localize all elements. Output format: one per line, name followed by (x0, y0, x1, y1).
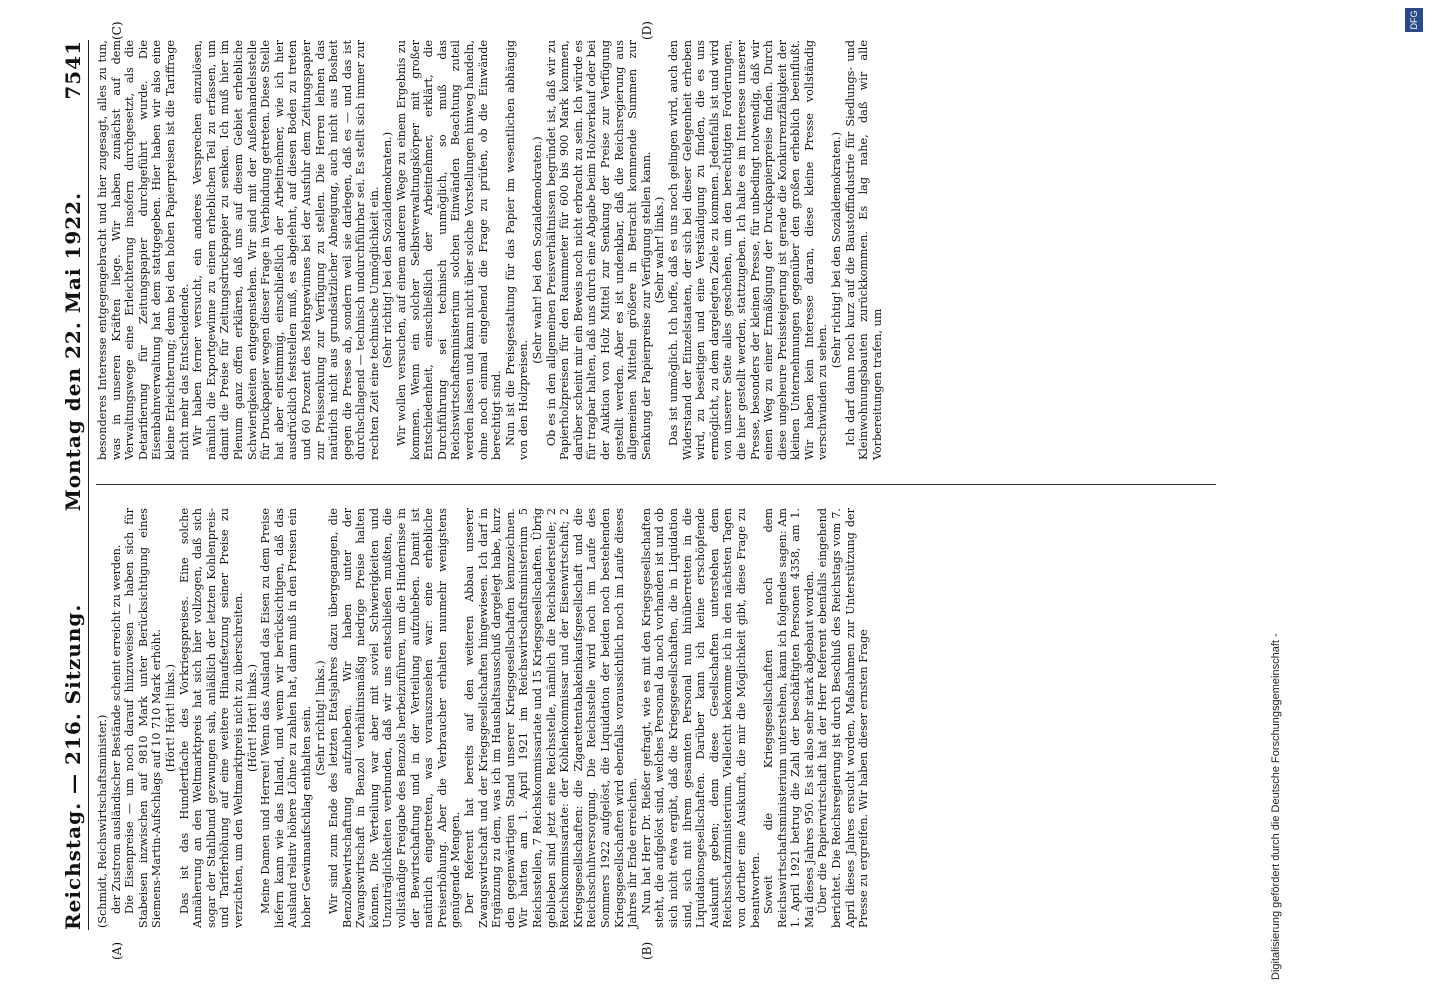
paragraph: Über die Papierwirtschaft hat der Herr Referent ebenfalls eingehend berichtet. Die Reichsregierung ist durch Beschluß des Reichstags vom 7. April dieses Jahres ersucht worden, Maßnahmen zur Unterstützung der Presse zu ergreifen. Wir haben dieser ernsten Frage (816, 508, 871, 928)
digitization-text: Digitalisierung gefördert durch die Deutsche Forschungsgemeinschaft - (1270, 633, 1282, 980)
interjection: (Hört! Hört! links.) (245, 664, 259, 772)
paragraph: Wir haben ferner versucht, ein anderes Versprechen einzulösen, nämlich die Exportgewinne zu einem erheblichen Teil zu erfassen, um damit die Preise für Zeitungsdruckpapier zu senken. Ich muß hier im Plenum ganz offen erklären, daß uns auf diesem Gebiet erhebliche Schwierigkeiten entgegenstehen. Wir sind mit der Außenhandelsstelle für Druckpapier wegen dieser Frage in Verbindung getreten. Diese Stelle hat aber einstimmig, einschließlich der Arbeitnehmer, wie ich hier ausdrücklich feststellen muß, es abgelehnt, auf diesen Boden zu treten und 60 Prozent des Mehrgewinnes bei der Ausfuhr dem Zeitungspapier zur Preissenkung zur Verfügung zu stellen. Die Herren lehnen das natürlich nicht aus grundsätzlicher Abneigung, auch nicht aus Bosheit gegen die Presse ab, sondern weil sie darlegen, daß es — und das ist durchschlagend — technisch undurchführbar sei. Es stellt sich immer zur rechten Zeit eine technische Unmöglichkeit ein. (191, 40, 381, 460)
header-left: Reichstag. — 216. Sitzung. (61, 603, 85, 930)
margin-marker-a: (A) (110, 941, 124, 960)
paragraph: Meine Damen und Herren! Wenn das Ausland das Eisen zu dem Preise liefern kann wie das Inland, und wenn wir berücksichtigen, daß das Ausland relativ höhere Löhne zu zahlen hat, dann muß in den Preisen ein hoher Gewinnaufschlag enthalten sein. (259, 508, 313, 928)
margin-marker-c: (C) (110, 21, 124, 40)
interjection: (Sehr wahr! links.) (653, 196, 667, 304)
interjection: (Sehr richtig! links.) (313, 660, 327, 776)
digitization-note (1270, 20, 1282, 980)
interjection: (Sehr wahr! bei den Sozialdemokraten.) (531, 136, 544, 364)
paragraph: Nun ist die Preisgestaltung für das Papier im wesentlichen abhängig von den Holzpreisen. (503, 40, 531, 460)
header-center: Montag den 22. Mai 1922. (61, 191, 85, 512)
dfg-badge: DFG (1405, 8, 1423, 32)
interjection: (Hört! Hört! links.) (163, 664, 177, 772)
page-number: 7541 (61, 40, 85, 100)
paragraph: der Zustrom ausländischer Bestände scheint erreicht zu werden. (109, 544, 123, 914)
interjection: (Sehr richtig! bei den Sozialdemokraten.) (830, 131, 844, 369)
interjection: (Sehr richtig! bei den Sozialdemokraten.) (381, 131, 395, 369)
right-column (96, 40, 884, 460)
speaker-line: (Schmidt, Reichswirtschaftsminister.) (96, 714, 109, 928)
margin-marker-d: (D) (640, 21, 654, 40)
paragraph: Ob es in den allgemeinen Preisverhältnissen begründet ist, daß wir zu Papierholzpreisen für den Raummeter für 600 bis 900 Mark kommen, darüber scheint mir ein Beweis noch nicht erbracht zu sein. Ich würde es für tragbar halten, daß uns durch eine Abgabe beim Holzverkauf oder bei der Auktion von Holz Mittel zur Senkung der Preise zur Verfügung gestellt werden. Aber es ist undenkbar, daß die Reichsregierung aus allgemeinen Mitteln größere in Betracht kommende Summen zur Senkung der Papierpreise zur Verfügung stellen kann. (544, 40, 653, 460)
paragraph: Ich darf dann noch kurz auf die Baustoffindustrie für Siedlungs- und Kleinwohnungsbauten zurückkommen. Es lag nahe, daß wir alle Vorbereitungen trafen, um (843, 40, 884, 460)
paragraph: Die Eisenpreise — um noch darauf hinzuweisen — haben sich für Stabeisen inzwischen auf 9810 Mark unter Berücksichtigung eines Siemens-Martin-Aufschlags auf 10 710 Mark erhöht. (123, 508, 164, 928)
paragraph: Nun hat Herr Dr. Rießer gefragt, wie es mit den Kriegsgesellschaften steht, die aufgelöst sind, welches Personal da noch vorhanden ist und ob sich nicht etwa ergibt, daß die Kriegsgesellschaften, die in Liquidation sind, sich mit ihrem gesamten Personal nun hinüberretten in die Liquidationsgesellschaften. Darüber kann ich keine erschöpfende Auskunft geben; denn diese Gesellschaften unterstehen dem Reichsschatzministerium. Vielleicht bekomme ich in den nächsten Tagen von dorther eine Auskunft, die mir die Möglichkeit gibt, diese Frage zu beantworten. (639, 508, 762, 928)
paragraph: Das ist das Hundertfache des Vorkriegspreises. Eine solche Annäherung an den Weltmarktpreis hat sich hier vollzogen, daß sich sogar der Stahlbund gezwungen sah, anläßlich der letzten Kohlenpreis- und Tariferhöhung auf eine weitere Hinaufsetzung seiner Preise zu verzichten, um den Weltmarktpreis nicht zu überschreiten. (177, 508, 245, 928)
column-divider (96, 484, 1216, 485)
paragraph: Soweit die Kriegsgesellschaften noch dem Reichswirtschaftsministerium unterstehen, kann ich folgendes sagen: Am 1. April 1921 betrug die Zahl der beschäftigten Personen 4358, am 1. Mai dieses Jahres 950. Es ist also sehr stark abgebaut worden. (762, 508, 816, 928)
margin-marker-b: (B) (640, 941, 654, 960)
paragraph: Der Referent hat bereits auf den weiteren Abbau unserer Zwangswirtschaft und der Kriegsgesellschaften hingewiesen. Ich darf in Ergänzung zu dem, was ich im Haushaltsausschuß dargelegt habe, kurz den gegenwärtigen Stand unserer Kriegsgesellschaften kennzeichnen. Wir hatten am 1. April 1921 im Reichswirtschaftsministerium 5 Reichsstellen, 7 Reichskommissariate und 15 Kriegsgesellschaften. Übrig geblieben sind jetzt eine Reichsstelle, nämlich die Reichslederstelle; 2 Reichskommissariate: der Kohlenkommissar und der Eisenwirtschaft; 2 Kriegsgesellschaften: die Zigarettentabakeinkaufsgesellschaft und die Reichsschuhversorgung. Die Reichsstelle wird noch im Laufe des Sommers 1922 aufgelöst, die Liquidation der beiden noch bestehenden Kriegsgesellschaften wird ebenfalls voraussichtlich noch im Laufe dieses Jahres ihr Ende erreichen. (463, 508, 640, 928)
page-header (58, 40, 89, 930)
paragraph: Wir wollen versuchen, auf einem anderen Wege zu einem Ergebnis zu kommen. Wenn ein solcher Selbstverwaltungskörper mit großer Entschiedenheit, einschließlich der Arbeitnehmer, erklärt, die Durchführung sei technisch unmöglich, so muß das Reichswirtschaftsministerium solchen Einwänden Beachtung zuteil werden lassen und kann nicht über solche Vorstellungen hinweg handeln, ohne noch einmal eingehend die Frage zu prüfen, ob die Einwände berechtigt sind. (395, 40, 504, 460)
left-column (96, 508, 871, 928)
paragraph: Wir sind zum Ende des letzten Etatsjahres dazu übergegangen, die Benzolbewirtschaftung aufzuheben. Wir haben unter der Zwangswirtschaft in Benzol verhältnismäßig niedrige Preise halten können. Die Verteilung war aber mit soviel Schwierigkeiten und Unzuträglichkeiten verbunden, daß wir uns entschließen mußten, die vollständige Freigabe des Benzols herbeizuführen, um die Hindernisse in der Bewirtschaftung und in der Verteilung aufzuheben. Damit ist natürlich eingetreten, was vorauszusehen war: eine erhebliche Preiserhöhung. Aber die Verbraucher erhalten nunmehr wenigstens genügende Mengen. (327, 508, 463, 928)
paragraph: besonderes Interesse entgegengebracht und hier zugesagt, alles zu tun, was in unseren Kräften liege. Wir haben zunächst auf dem Verwaltungswege eine Erleichterung insofern durchgesetzt, als die Detarifierung für Zeitungspapier durchgeführt wurde. Die Eisenbahnverwaltung hat dem stattgegeben. Hier haben wir also eine kleine Erleichterung; denn bei den hohen Papierpreisen ist die Tariffrage nicht mehr das Entscheidende. (96, 40, 191, 460)
paragraph: Das ist unmöglich. Ich hoffe, daß es uns noch gelingen wird, auch den Widerstand der Einzelstaaten, der sich bei dieser Gelegenheit erheben wird, zu beseitigen und eine Verständigung zu finden, die es uns ermöglicht, zu dem dargelegten Ziele zu kommen. Jedenfalls ist und wird von unserer Seite alles geschehen, um den berechtigten Forderungen, die hier gestellt werden, stattzugeben. Ich halte es im Interesse unserer Presse, besonders der kleinen Presse, für unbedingt notwendig, daß wir einen Weg zu einer Ermäßigung der Druckpapierpreise finden. Durch diese ungeheure Preissteigerung ist gerade die Konkurrenzfähigkeit der kleinen Unternehmungen gegenüber den großen erheblich beeinflußt. Wir haben kein Interesse daran, diese kleine Presse vollständig verschwinden zu sehen. (666, 40, 830, 460)
